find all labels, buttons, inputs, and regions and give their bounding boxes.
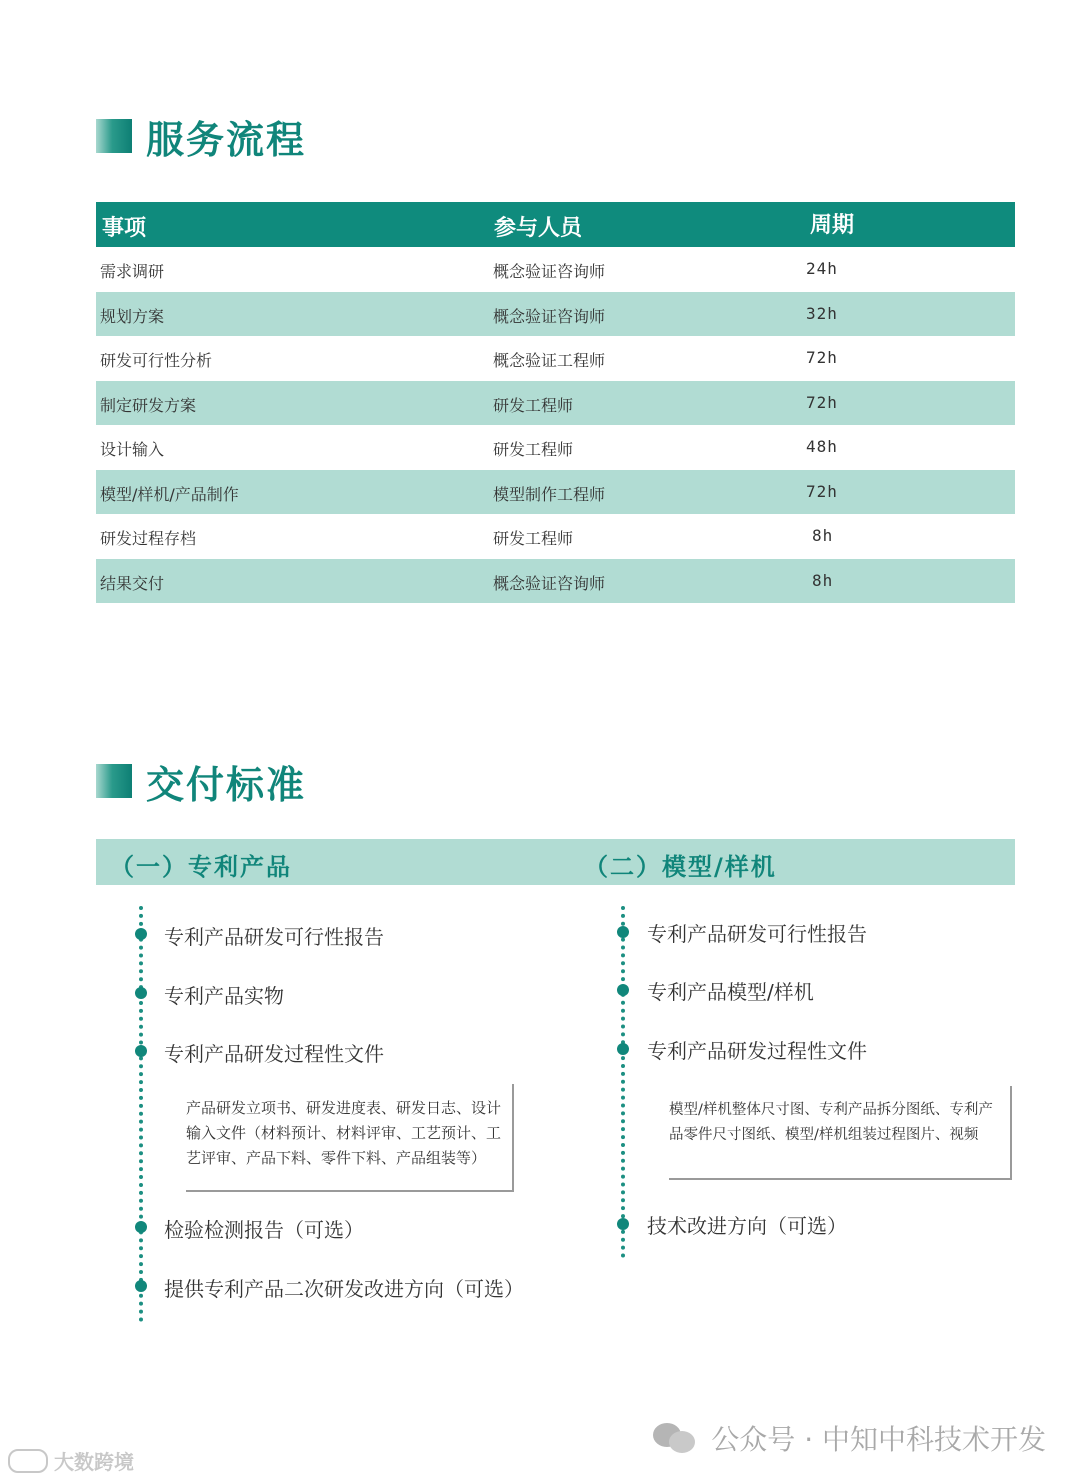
row-staff: 研发工程师 [493, 529, 574, 548]
watermark-text: 大数跨境 [54, 1450, 134, 1474]
wechat-icon [653, 1421, 699, 1455]
row-item: 规划方案 [100, 306, 165, 326]
bullet-dot [135, 928, 147, 940]
right-timeline [621, 906, 625, 1258]
row-period: 48h [806, 437, 838, 456]
bullet-dot [135, 1221, 147, 1233]
delivery-section-title [96, 756, 306, 806]
left-item: 专利产品实物 [164, 984, 284, 1008]
process-table [96, 202, 1015, 603]
bullet-dot [135, 1045, 147, 1057]
watermark [8, 1446, 134, 1475]
row-item: 研发可行性分析 [100, 351, 213, 370]
row-period: 72h [806, 348, 838, 367]
right-item: 专利产品模型/样机 [647, 980, 814, 1004]
left-note-box [186, 1084, 514, 1192]
header-period: 周期 [810, 213, 855, 238]
table-row [96, 336, 1015, 381]
table-row [96, 247, 1015, 292]
table-row [96, 470, 1015, 515]
bullet-dot [617, 926, 629, 938]
brand-text: 公众号 · 中知中科技术开发 [711, 1423, 1046, 1456]
row-item: 制定研发方案 [100, 395, 197, 415]
table-row [96, 381, 1015, 426]
note-line: 模型/样机整体尺寸图、专利产品拆分图纸、专利产 [669, 1102, 993, 1118]
note-line: 输入文件（材料预计、材料评审、工艺预计、工 [186, 1124, 502, 1142]
row-period: 72h [806, 481, 838, 501]
right-item: 专利产品研发过程性文件 [647, 1039, 867, 1063]
right-item: 专利产品研发可行性报告 [647, 922, 867, 946]
row-staff: 研发工程师 [493, 395, 574, 415]
process-section-title [96, 111, 306, 161]
row-item: 模型/样机/产品制作 [100, 484, 239, 504]
bullet-dot [135, 987, 147, 999]
row-item: 需求调研 [100, 262, 165, 281]
bullet-dot [617, 1043, 629, 1055]
note-line: 产品研发立项书、研发进度表、研发日志、设计 [186, 1099, 502, 1117]
header-staff: 参与人员 [494, 216, 583, 241]
row-item: 研发过程存档 [100, 529, 197, 548]
left-timeline [139, 906, 143, 1322]
row-period: 32h [806, 303, 838, 323]
left-item: 检验检测报告（可选） [164, 1218, 364, 1242]
row-staff: 概念验证咨询师 [493, 573, 606, 593]
row-period: 8h [812, 526, 834, 545]
bullet-dot [617, 1218, 629, 1230]
watermark-logo-icon [8, 1449, 48, 1473]
header-item: 事项 [102, 216, 147, 241]
right-note-box [669, 1086, 1012, 1180]
left-item: 提供专利产品二次研发改进方向（可选） [164, 1277, 524, 1301]
footer-brand [653, 1418, 1046, 1458]
left-item: 专利产品研发过程性文件 [164, 1042, 384, 1066]
row-staff: 概念验证工程师 [493, 351, 606, 370]
delivery-band [96, 839, 1015, 885]
table-row [96, 559, 1015, 604]
row-period: 24h [806, 259, 838, 278]
row-period: 72h [806, 392, 838, 412]
delivery-title: 交付标准 [146, 762, 307, 807]
bullet-dot [135, 1280, 147, 1292]
row-staff: 研发工程师 [493, 440, 574, 459]
table-row [96, 292, 1015, 337]
title-marker [96, 119, 132, 153]
left-item: 专利产品研发可行性报告 [164, 925, 384, 949]
note-line: 艺评审、产品下料、零件下料、产品组装等） [186, 1149, 487, 1167]
table-header [96, 202, 1015, 247]
row-period: 8h [812, 570, 834, 590]
row-item: 结果交付 [100, 573, 165, 593]
table-row [96, 514, 1015, 559]
row-staff: 概念验证咨询师 [493, 306, 606, 326]
row-item: 设计输入 [100, 440, 165, 459]
process-title: 服务流程 [146, 117, 307, 162]
table-row [96, 425, 1015, 470]
right-heading: （二）模型/样机 [584, 853, 777, 881]
row-staff: 模型制作工程师 [493, 484, 606, 504]
bullet-dot [617, 984, 629, 996]
right-item: 技术改进方向（可选） [647, 1214, 847, 1238]
note-line: 品零件尺寸图纸、模型/样机组装过程图片、视频 [669, 1127, 979, 1143]
title-marker [96, 764, 132, 798]
row-staff: 概念验证咨询师 [493, 262, 606, 281]
left-heading: （一）专利产品 [110, 853, 292, 881]
